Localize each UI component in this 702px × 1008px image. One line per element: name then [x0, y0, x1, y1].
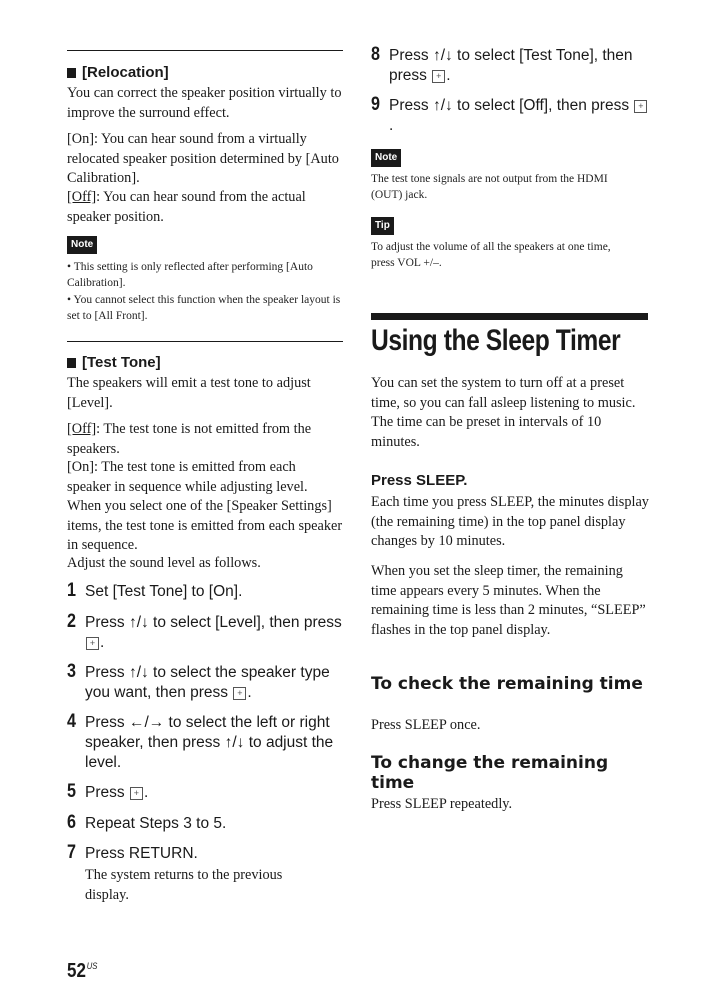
- step-text: Press ↑/↓ to select the speaker type you want, then press + .: [85, 664, 330, 701]
- test-tone-adjust: Adjust the sound level as follows.: [67, 555, 261, 571]
- step-number: 8: [371, 44, 380, 65]
- step-8: [371, 46, 649, 86]
- step-text: Press ↑/↓ to select [Test Tone], then press + .: [389, 47, 633, 84]
- relocation-off-label: [Off]: [67, 189, 97, 205]
- change-remaining-heading: To change the remaining time: [371, 753, 609, 793]
- step-text: Press ↑/↓ to select [Off], then press +.: [389, 96, 649, 136]
- sleep-title: Using the Sleep Timer: [371, 324, 621, 357]
- left-right-arrow-icon: ←/→: [128, 714, 165, 731]
- step-number: 4: [67, 711, 76, 732]
- relocation-top-rule: [67, 50, 343, 51]
- step-number: 6: [67, 812, 76, 833]
- up-down-arrow-icon: ↑/↓: [432, 97, 453, 114]
- test-tone-top-rule: [67, 341, 343, 342]
- step-number: 7: [67, 842, 76, 863]
- relocation-on-text: [On]: You can hear sound from a virtually relocated speaker position determined by [Auto Calibration].: [67, 131, 339, 186]
- step-5: [67, 783, 343, 803]
- test-tone-off-label: [Off]: [67, 421, 97, 437]
- relocation-heading-text: [Relocation]: [82, 64, 169, 81]
- up-down-arrow-icon: ↑/↓: [432, 47, 453, 64]
- tip-badge: Tip: [371, 217, 394, 235]
- square-bullet-icon: [67, 358, 76, 368]
- test-tone-intro: The speakers will emit a test tone to adjust [Level].: [67, 375, 311, 411]
- step-text: Press RETURN.: [85, 845, 198, 862]
- test-tone-on-text: [On]: The test tone is emitted from each speaker in sequence while adjusting level. When you select one of the [Speaker Settings] items, the test tone is emitted from each speaker in sequence.: [67, 459, 343, 553]
- relocation-off-desc: : You can hear sound from the actual speaker position.: [67, 189, 306, 225]
- step-number: 5: [67, 781, 76, 802]
- step-text: Set [Test Tone] to [On].: [85, 583, 243, 600]
- up-down-arrow-icon: ↑/↓: [224, 734, 245, 751]
- relocation-intro: You can correct the speaker position virtually to improve the surround effect.: [67, 85, 342, 121]
- enter-key-icon: +: [86, 637, 99, 650]
- up-down-arrow-icon: ↑/↓: [128, 664, 149, 681]
- sleep-intro: You can set the system to turn off at a preset time, so you can fall asleep listening to music. The time can be preset in intervals of 10 minutes.: [371, 375, 636, 450]
- enter-key-icon: +: [634, 100, 647, 113]
- step-number: 3: [67, 661, 76, 682]
- enter-key-icon: +: [233, 687, 246, 700]
- step-number: 9: [371, 94, 380, 115]
- test-tone-off-desc: : The test tone is not emitted from the speakers.: [67, 421, 312, 457]
- step-text: Press + .: [85, 784, 149, 801]
- test-tone-heading-text: [Test Tone]: [82, 354, 161, 371]
- region-code: US: [86, 961, 98, 971]
- relocation-note-1: • This setting is only reflected after performing [Auto Calibration].: [67, 261, 313, 289]
- step-9: [371, 96, 649, 136]
- right-note-badge: Note: [371, 149, 401, 167]
- enter-key-icon: +: [432, 70, 445, 83]
- change-remaining-text: Press SLEEP repeatedly.: [371, 796, 513, 812]
- enter-key-icon: +: [130, 787, 143, 800]
- tip-text: To adjust the volume of all the speakers at one time, press VOL +/–.: [371, 241, 611, 269]
- relocation-heading: [67, 64, 169, 81]
- step-1: [67, 582, 343, 602]
- page-number: $52^{US}$: [67, 960, 98, 982]
- step-6: [67, 814, 343, 834]
- step-text: Repeat Steps 3 to 5.: [85, 815, 227, 832]
- test-tone-off-text: [67, 420, 343, 459]
- square-bullet-icon: [67, 68, 76, 78]
- relocation-note-badge: Note: [67, 236, 97, 254]
- step-4: [67, 713, 343, 773]
- step-2: [67, 613, 343, 653]
- check-remaining-text: Press SLEEP once.: [371, 717, 481, 733]
- right-note-text: The test tone signals are not output from the HDMI (OUT) jack.: [371, 173, 608, 201]
- step-text: Press ↑/↓ to select [Level], then press + .: [85, 614, 342, 651]
- sleep-when-text: When you set the sleep timer, the remaining time appears every 5 minutes. When the remaining time is less than 2 minutes, “SLEEP” flashes in the top panel display.: [371, 563, 646, 638]
- press-sleep-text: Each time you press SLEEP, the minutes display (the remaining time) in the top panel display changes by 10 minutes.: [371, 494, 649, 549]
- step-number: 2: [67, 611, 76, 632]
- step-7-subtext: The system returns to the previous display.: [85, 867, 283, 903]
- step-text: Press ←/→ to select the left or right speaker, then press ↑/↓ to adjust the level.: [85, 714, 334, 771]
- step-3: [67, 663, 343, 703]
- up-down-arrow-icon: ↑/↓: [128, 614, 149, 631]
- sleep-section-rule: [371, 313, 648, 320]
- test-tone-heading: [67, 354, 161, 371]
- step-7: [67, 844, 343, 864]
- check-remaining-heading: To check the remaining time: [371, 674, 643, 694]
- relocation-off-text: [67, 188, 343, 227]
- step-number: 1: [67, 580, 76, 601]
- relocation-note-2: • You cannot select this function when the speaker layout is set to [All Front].: [67, 294, 341, 322]
- press-sleep-heading: Press SLEEP.: [371, 472, 468, 489]
